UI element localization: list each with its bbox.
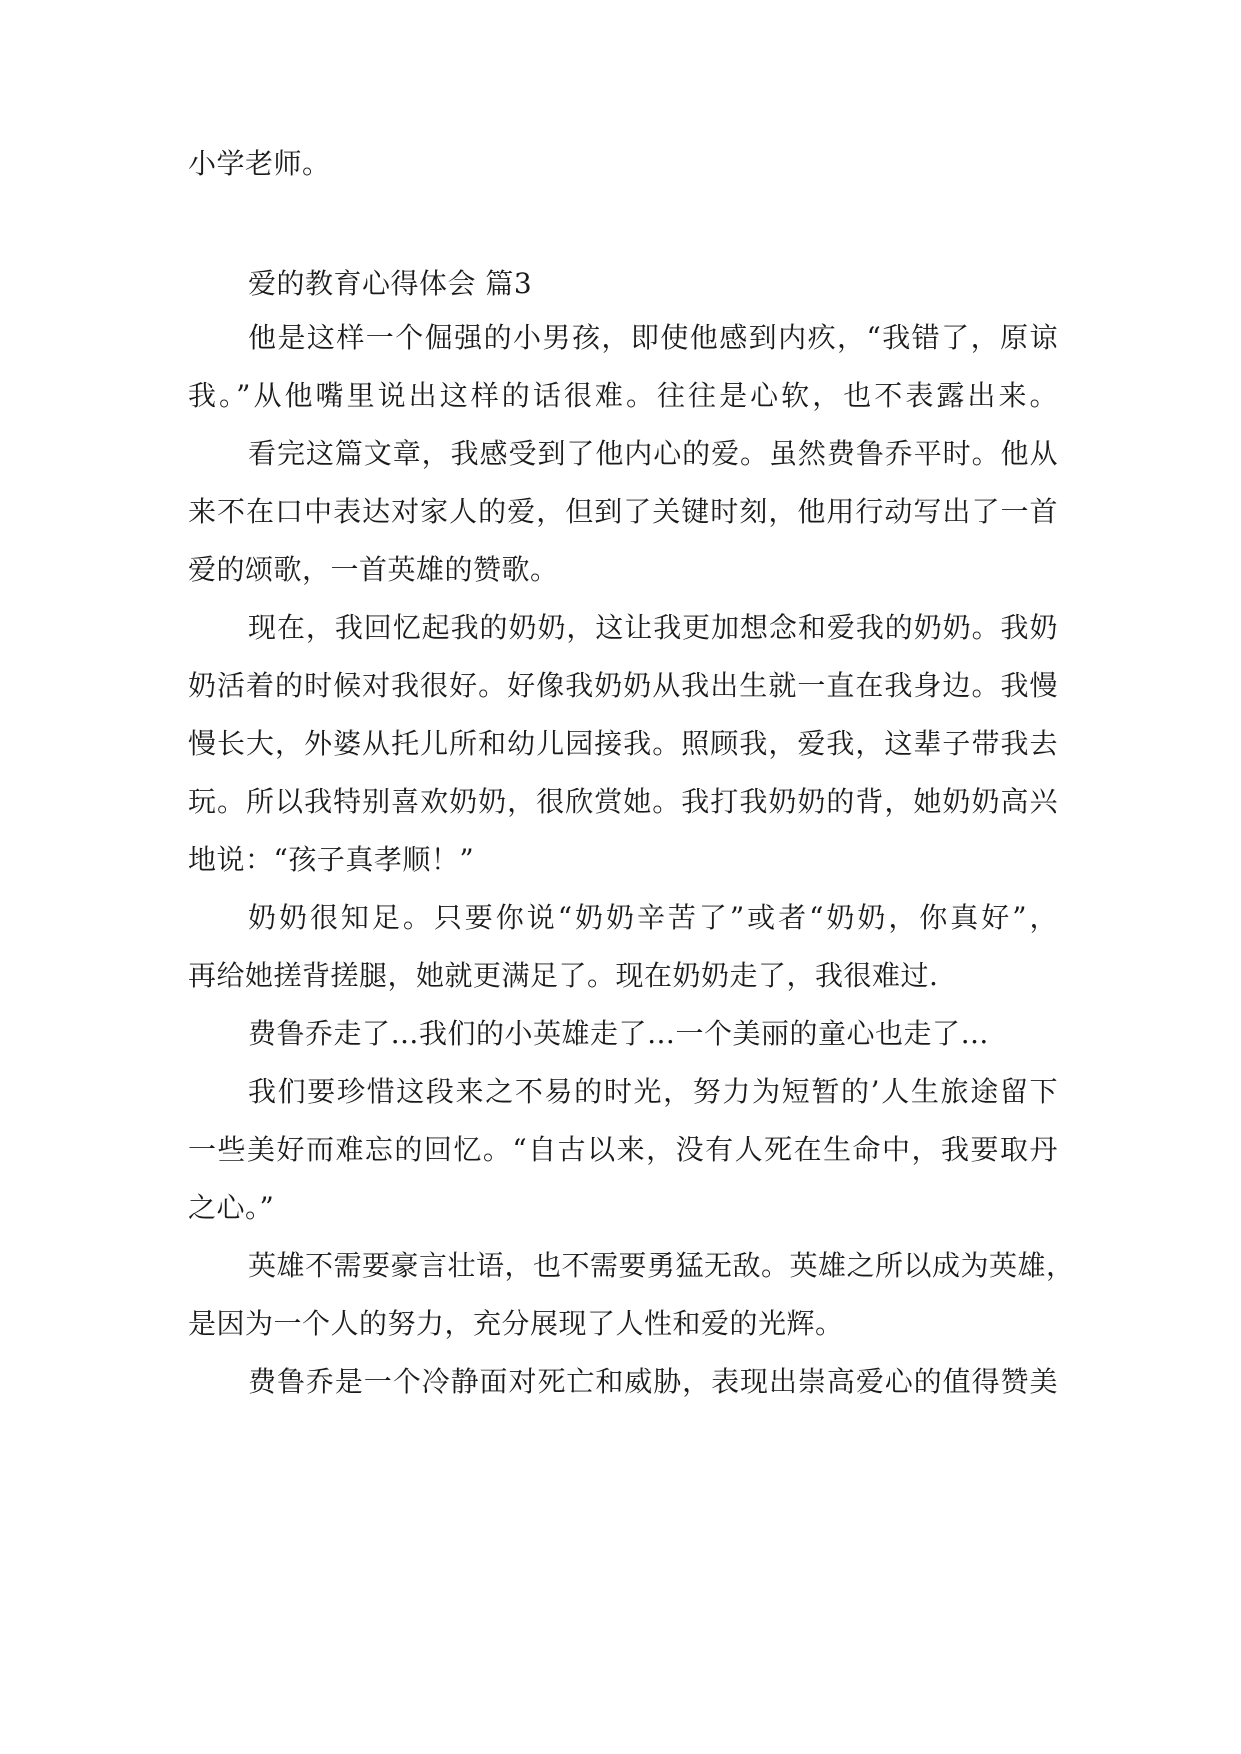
text-line: 看完这篇文章，我感受到了他内心的爱。虽然费鲁乔平时。他从 (248, 437, 1058, 470)
text-line: 爱的颂歌，一首英雄的赞歌。 (188, 553, 559, 586)
text-line: 玩。所以我特别喜欢奶奶，很欣赏她。我打我奶奶的背，她奶奶高兴 (188, 785, 1058, 818)
text-line: 费鲁乔走了…我们的小英雄走了…一个美丽的童心也走了… (248, 1017, 990, 1050)
text-line: 现在，我回忆起我的奶奶，这让我更加想念和爱我的奶奶。我奶 (248, 611, 1058, 644)
text-line: 费鲁乔是一个冷静面对死亡和威胁，表现出崇高爱心的值得赞美 (248, 1365, 1058, 1398)
section-heading: 爱的教育心得体会 篇3 (248, 267, 533, 300)
text-line: 我们要珍惜这段来之不易的时光，努力为短暂的’人生旅途留下 (248, 1075, 1058, 1108)
text-line: 之心。” (188, 1191, 275, 1224)
text-line: 是因为一个人的努力，充分展现了人性和爱的光辉。 (188, 1307, 844, 1340)
text-line: 英雄不需要豪言壮语，也不需要勇猛无敌。英雄之所以成为英雄， (248, 1249, 1075, 1282)
text-line: 慢长大，外婆从托儿所和幼儿园接我。照顾我，爱我，这辈子带我去 (188, 727, 1058, 760)
text-line: 他是这样一个倔强的小男孩，即使他感到内疚，“我错了，原谅 (248, 321, 1058, 354)
text-line: 奶奶很知足。只要你说“奶奶辛苦了”或者“奶奶，你真好”， (248, 901, 1058, 934)
text-line: 地说：“孩子真孝顺！” (188, 843, 475, 876)
text-line: 再给她搓背搓腿，她就更满足了。现在奶奶走了，我很难过. (188, 959, 939, 992)
text-line: 小学老师。 (188, 147, 331, 180)
text-line: 一些美好而难忘的回忆。“自古以来，没有人死在生命中，我要取丹 (188, 1133, 1058, 1166)
text-line: 奶活着的时候对我很好。好像我奶奶从我出生就一直在我身边。我慢 (188, 669, 1058, 702)
text-line: 来不在口中表达对家人的爱，但到了关键时刻，他用行动写出了一首 (188, 495, 1058, 528)
text-line: 我。”从他嘴里说出这样的话很难。往往是心软，也不表露出来。 (188, 379, 1058, 412)
